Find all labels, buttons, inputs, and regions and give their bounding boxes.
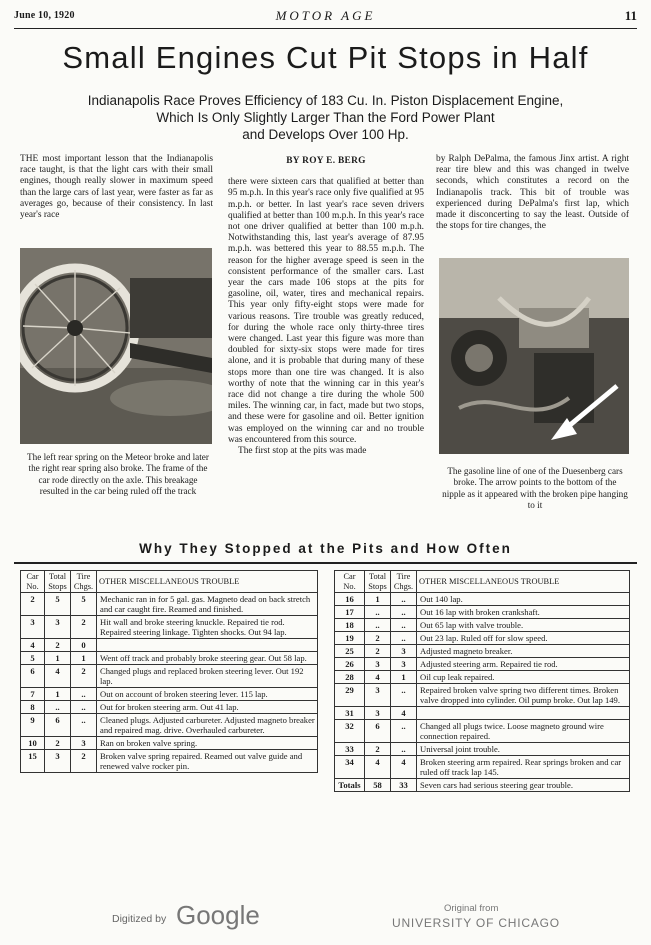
car-no-cell: 33 xyxy=(335,743,365,756)
car-no-cell: 31 xyxy=(335,707,365,720)
total-stops-cell: 4 xyxy=(365,756,391,779)
header-car-no: Car No. xyxy=(335,571,365,593)
header-total-stops: Total Stops xyxy=(45,571,71,593)
subtitle-line: Indianapolis Race Proves Efficiency of 183 Cu. In. Piston Displacement Engine, xyxy=(87,93,564,108)
trouble-cell: Cleaned plugs. Adjusted carbureter. Adjusted magneto breaker and repaired mag. drive. Overhauled carbureter. xyxy=(97,714,318,737)
total-stops-cell: .. xyxy=(45,701,71,714)
table-row xyxy=(21,652,318,665)
table-row xyxy=(21,665,318,688)
magazine-name: MOTOR AGE xyxy=(275,8,376,23)
pit-stops-table-right xyxy=(334,570,630,792)
car-no-cell: Totals xyxy=(335,779,365,792)
page-number: 11 xyxy=(624,8,637,23)
table-row xyxy=(21,750,318,773)
header-trouble: OTHER MISCELLANEOUS TROUBLE xyxy=(97,571,318,593)
tire-changes-cell: 2 xyxy=(71,750,97,773)
photo-caption-right: The gasoline line of one of the Duesenberg cars broke. The arrow points to the bottom of the nipple as it appeared with the broken pipe hanging to it xyxy=(442,466,628,511)
table-row xyxy=(21,688,318,701)
trouble-cell: Out 23 lap. Ruled off for slow speed. xyxy=(417,632,630,645)
engine-photo-illustration xyxy=(439,258,629,454)
tire-changes-cell: .. xyxy=(71,688,97,701)
trouble-cell xyxy=(97,639,318,652)
original-from-label: Original from xyxy=(444,903,499,914)
table-row xyxy=(335,619,630,632)
trouble-cell: Repaired broken valve spring two different times. Broken valve dropped into cylinder. Oil pump broke. Out lap 149. xyxy=(417,684,630,707)
car-no-cell: 9 xyxy=(21,714,45,737)
digitization-footer xyxy=(0,900,651,945)
table-body-left xyxy=(21,593,318,773)
trouble-cell: Out 65 lap with valve trouble. xyxy=(417,619,630,632)
tire-changes-cell: 4 xyxy=(391,756,417,779)
total-stops-cell: 4 xyxy=(45,665,71,688)
trouble-cell: Changed all plugs twice. Loose magneto ground wire connection repaired. xyxy=(417,720,630,743)
table-row xyxy=(335,743,630,756)
car-no-cell: 5 xyxy=(21,652,45,665)
column-2-text xyxy=(228,156,424,457)
trouble-cell: Out 140 lap. xyxy=(417,593,630,606)
trouble-cell: Went off track and probably broke steering gear. Out 58 lap. xyxy=(97,652,318,665)
article-subtitle xyxy=(40,92,611,143)
tire-changes-cell: 0 xyxy=(71,639,97,652)
car-no-cell: 32 xyxy=(335,720,365,743)
car-no-cell: 10 xyxy=(21,737,45,750)
total-stops-cell: 2 xyxy=(45,737,71,750)
header-total-stops: Total Stops xyxy=(365,571,391,593)
table-row xyxy=(21,593,318,616)
car-no-cell: 26 xyxy=(335,658,365,671)
total-stops-cell: 4 xyxy=(365,671,391,684)
wheel-photo-illustration xyxy=(20,248,212,444)
trouble-cell: Broken steering arm repaired. Rear springs broken and car ruled off track lap 145. xyxy=(417,756,630,779)
car-no-cell: 7 xyxy=(21,688,45,701)
trouble-cell: Out for broken steering arm. Out 41 lap. xyxy=(97,701,318,714)
pit-stops-table-left xyxy=(20,570,318,773)
car-no-cell: 6 xyxy=(21,665,45,688)
car-no-cell: 3 xyxy=(21,616,45,639)
header-car-no: Car No. xyxy=(21,571,45,593)
tire-changes-cell: .. xyxy=(71,701,97,714)
car-no-cell: 25 xyxy=(335,645,365,658)
header-tire-changes: Tire Chgs. xyxy=(71,571,97,593)
total-stops-cell: 5 xyxy=(45,593,71,616)
trouble-cell: Ran on broken valve spring. xyxy=(97,737,318,750)
tire-changes-cell: .. xyxy=(391,720,417,743)
body-paragraph: there were sixteen cars that qualified at better than 95 m.p.h. In this year's race only five qualified at 95 m.p.h. or better. In last year's race seven drivers qualified at better than 100 m.p.h. In this year's race not one driver qualified at better than 100 m.p.h. Notwithstanding this, last year's average of 87.95 m.p.h. was bettered this year to 88.55 m.p.h. The reason for the higher average speed is seen in the consistent performance of the smaller cars. Last year the cars made 106 stops at the pits for gasoline, oil, water, tires and mechanical repairs. This year only fifty-eight stops were made for various reasons. Tire trouble was greatly reduced, for during the whole race only thirty-three tires were changed. Last year this figure was more than doubled for sixty-six stops were made for tires alone, and it is probable that during many of these stops more than one tire was changed. It is also worthy of note that the winning car in this year's race did not change a tire during the whole 500 miles. The winning car, in fact, made but two stops, and these were for gasoline and oil. Better ignition was employed on the winning car and no trouble was encountered from this source. xyxy=(228,177,424,445)
total-stops-cell: 3 xyxy=(365,684,391,707)
total-stops-cell: 3 xyxy=(45,750,71,773)
tire-changes-cell: .. xyxy=(391,743,417,756)
total-stops-cell: 3 xyxy=(45,616,71,639)
byline: BY ROY E. BERG xyxy=(286,156,366,166)
header-trouble: OTHER MISCELLANEOUS TROUBLE xyxy=(417,571,630,593)
tire-changes-cell: .. xyxy=(391,619,417,632)
tire-changes-cell: 1 xyxy=(71,652,97,665)
trouble-cell: Universal joint trouble. xyxy=(417,743,630,756)
table-row xyxy=(335,645,630,658)
table-body-right xyxy=(335,593,630,792)
table-row xyxy=(21,714,318,737)
body-paragraph-col3: by Ralph DePalma, the famous Jinx artist. A right rear tire blew and this was changed in twelve seconds, which constitutes a record on the Indianapolis track. This bit of trouble was experienced during DePalma's first lap, which made it disconcerting to say the least. Outside of the stops for tire changes, the xyxy=(436,154,629,232)
table-row xyxy=(21,701,318,714)
university-label: UNIVERSITY OF CHICAGO xyxy=(392,916,560,930)
table-row xyxy=(335,684,630,707)
table-row xyxy=(335,593,630,606)
total-stops-cell: 2 xyxy=(45,639,71,652)
total-stops-cell: 1 xyxy=(45,652,71,665)
car-no-cell: 18 xyxy=(335,619,365,632)
trouble-cell: Oil cup leak repaired. xyxy=(417,671,630,684)
total-stops-cell: 58 xyxy=(365,779,391,792)
tire-changes-cell: 2 xyxy=(71,616,97,639)
trouble-cell: Adjusted magneto breaker. xyxy=(417,645,630,658)
tire-changes-cell: 3 xyxy=(71,737,97,750)
table-row xyxy=(21,639,318,652)
total-stops-cell: 2 xyxy=(365,632,391,645)
tire-changes-cell: 3 xyxy=(391,645,417,658)
article-title: Small Engines Cut Pit Stops in Half xyxy=(62,40,589,75)
tire-changes-cell: 33 xyxy=(391,779,417,792)
table-row xyxy=(335,632,630,645)
trouble-cell: Mechanic ran in for 5 gal. gas. Magneto dead on back stretch and car caught fire. Reamed and finished. xyxy=(97,593,318,616)
total-stops-cell: 3 xyxy=(365,658,391,671)
table-row xyxy=(335,779,630,792)
trouble-cell: Changed plugs and replaced broken steering lever. Out 192 lap. xyxy=(97,665,318,688)
total-stops-cell: .. xyxy=(365,619,391,632)
header-tire-changes: Tire Chgs. xyxy=(391,571,417,593)
total-stops-cell: 1 xyxy=(365,593,391,606)
meteor-spring-photo xyxy=(20,248,212,444)
total-stops-cell: 6 xyxy=(45,714,71,737)
table-header-row xyxy=(21,571,318,593)
car-no-cell: 17 xyxy=(335,606,365,619)
total-stops-cell: 1 xyxy=(45,688,71,701)
photo-caption-left: The left rear spring on the Meteor broke and later the right rear spring also broke. The frame of the car rode directly on the axle. This breakage resulted in the car being ruled off the track xyxy=(27,452,209,497)
car-no-cell: 28 xyxy=(335,671,365,684)
trouble-cell xyxy=(417,707,630,720)
issue-date: June 10, 1920 xyxy=(14,10,75,21)
car-no-cell: 15 xyxy=(21,750,45,773)
table-row xyxy=(335,720,630,743)
subtitle-line: and Develops Over 100 Hp. xyxy=(242,127,409,142)
subtitle-line: Which Is Only Slightly Larger Than the Ford Power Plant xyxy=(156,110,495,125)
tire-changes-cell: 4 xyxy=(391,707,417,720)
car-no-cell: 8 xyxy=(21,701,45,714)
trouble-cell: Hit wall and broke steering knuckle. Repaired tie rod. Repaired steering linkage. Tighten shocks. Out 94 lap. xyxy=(97,616,318,639)
table-header-row xyxy=(335,571,630,593)
page-header xyxy=(14,6,637,28)
table-row xyxy=(335,707,630,720)
tire-changes-cell: .. xyxy=(391,593,417,606)
tire-changes-cell: .. xyxy=(71,714,97,737)
total-stops-cell: 6 xyxy=(365,720,391,743)
car-no-cell: 19 xyxy=(335,632,365,645)
table-title: Why They Stopped at the Pits and How Often xyxy=(139,541,512,556)
tire-changes-cell: 1 xyxy=(391,671,417,684)
trouble-cell: Seven cars had serious steering gear trouble. xyxy=(417,779,630,792)
tire-changes-cell: 5 xyxy=(71,593,97,616)
table-row xyxy=(21,616,318,639)
intro-paragraph: THE most important lesson that the Indianapolis race taught, is that the light cars with their small engines, though really slower in maximum speed than the large cars of last year, were faster as far as averages go, because of their consistency. In last year's race xyxy=(20,154,213,221)
car-no-cell: 34 xyxy=(335,756,365,779)
table-row xyxy=(335,606,630,619)
total-stops-cell: .. xyxy=(365,606,391,619)
trouble-cell: Out 16 lap with broken crankshaft. xyxy=(417,606,630,619)
column-1-text xyxy=(20,154,213,221)
total-stops-cell: 2 xyxy=(365,645,391,658)
total-stops-cell: 2 xyxy=(365,743,391,756)
tire-changes-cell: 3 xyxy=(391,658,417,671)
body-paragraph-cont: The first stop at the pits was made xyxy=(238,446,367,457)
car-no-cell: 4 xyxy=(21,639,45,652)
table-row xyxy=(335,671,630,684)
google-logo: Google xyxy=(176,900,260,930)
car-no-cell: 29 xyxy=(335,684,365,707)
table-row xyxy=(335,756,630,779)
column-3-text xyxy=(436,154,629,232)
tire-changes-cell: .. xyxy=(391,632,417,645)
tire-changes-cell: 2 xyxy=(71,665,97,688)
header-rule xyxy=(14,28,637,29)
trouble-cell: Adjusted steering arm. Repaired tie rod. xyxy=(417,658,630,671)
total-stops-cell: 3 xyxy=(365,707,391,720)
duesenberg-engine-photo xyxy=(439,258,629,454)
trouble-cell: Out on account of broken steering lever. 115 lap. xyxy=(97,688,318,701)
table-row xyxy=(21,737,318,750)
car-no-cell: 2 xyxy=(21,593,45,616)
car-no-cell: 16 xyxy=(335,593,365,606)
tire-changes-cell: .. xyxy=(391,684,417,707)
table-row xyxy=(335,658,630,671)
trouble-cell: Broken valve spring repaired. Reamed out valve guide and renewed valve rocker pin. xyxy=(97,750,318,773)
tire-changes-cell: .. xyxy=(391,606,417,619)
digitized-by-label: Digitized by xyxy=(112,913,167,925)
table-top-rule xyxy=(14,562,637,564)
